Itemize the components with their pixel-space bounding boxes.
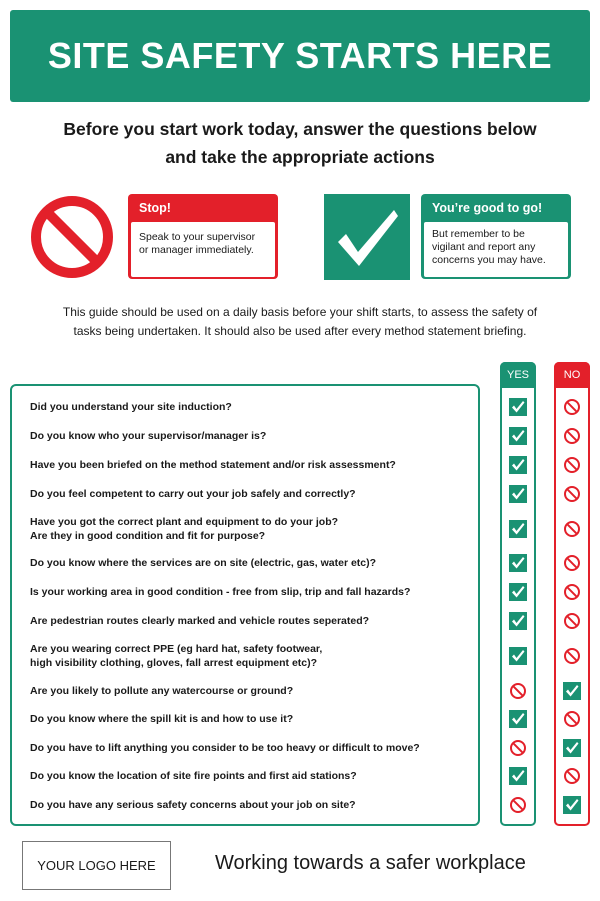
- question-list-box: [10, 384, 480, 826]
- question-row-text: [30, 585, 470, 599]
- prohibition-icon: [563, 767, 581, 785]
- question-line: Did you understand your site induction?: [30, 401, 232, 413]
- question-row-text: [30, 556, 470, 570]
- prohibition-icon: [563, 485, 581, 503]
- question-row-text: [30, 487, 470, 501]
- checkmark-icon: [563, 796, 581, 814]
- prohibition-icon: [563, 520, 581, 538]
- prohibition-icon: [563, 710, 581, 728]
- checkmark-icon: [324, 194, 410, 280]
- question-row-text: [30, 769, 470, 783]
- prohibition-icon: [509, 682, 527, 700]
- checkmark-icon: [563, 739, 581, 757]
- guide-line-2: tasks being undertaken. It should also be used after every method statement briefing.: [73, 324, 527, 338]
- tagline: Working towards a safer workplace: [215, 852, 526, 874]
- question-row-text: [30, 684, 470, 698]
- question-line: Do you know who your supervisor/manager is?: [30, 430, 267, 442]
- good-to-go-line-2: vigilant and report any: [432, 241, 536, 253]
- question-row-text: [30, 614, 470, 628]
- checkmark-icon: [563, 682, 581, 700]
- prohibition-icon: [563, 612, 581, 630]
- yes-column-header: YES: [500, 362, 536, 388]
- checkmark-icon: [509, 554, 527, 572]
- question-line: Are they in good condition and fit for purpose?: [30, 530, 266, 542]
- intro-line-2: and take the appropriate actions: [165, 147, 435, 167]
- prohibition-icon: [563, 427, 581, 445]
- checkmark-icon: [509, 427, 527, 445]
- checkmark-icon: [509, 520, 527, 538]
- prohibition-icon: [563, 554, 581, 572]
- question-row-text: [30, 458, 470, 472]
- checkmark-icon: [509, 583, 527, 601]
- question-line: Are you wearing correct PPE (eg hard hat, safety footwear,: [30, 643, 323, 655]
- stop-card: [128, 194, 278, 279]
- question-line: Do you know where the services are on site (electric, gas, water etc)?: [30, 557, 377, 569]
- stop-card-title: Stop!: [139, 201, 171, 215]
- question-line: Are you likely to pollute any watercourse or ground?: [30, 685, 294, 697]
- intro-text: [20, 115, 580, 171]
- guide-text: [40, 303, 560, 341]
- checkmark-icon: [509, 710, 527, 728]
- question-row-text: [30, 798, 470, 812]
- good-to-go-card-body: [424, 222, 568, 277]
- good-to-go-card: [421, 194, 571, 279]
- question-line: Do you have any serious safety concerns about your job on site?: [30, 799, 356, 811]
- checkmark-icon: [509, 647, 527, 665]
- stop-card-line-2: or manager immediately.: [139, 244, 254, 256]
- guide-line-1: This guide should be used on a daily basis before your shift starts, to assess the safety of: [62, 305, 538, 319]
- question-row-text: [30, 712, 470, 726]
- good-to-go-card-title: You’re good to go!: [432, 201, 543, 215]
- question-line: high visibility clothing, gloves, fall arrest equipment etc)?: [30, 657, 318, 669]
- prohibition-icon: [563, 398, 581, 416]
- checkmark-icon: [509, 767, 527, 785]
- question-line: Do you know the location of site fire points and first aid stations?: [30, 770, 357, 782]
- question-line: Have you been briefed on the method statement and/or risk assessment?: [30, 459, 396, 471]
- good-to-go-line-1: But remember to be: [432, 228, 525, 240]
- no-column-header: NO: [554, 362, 590, 388]
- question-line: Do you have to lift anything you consider to be too heavy or difficult to move?: [30, 742, 420, 754]
- prohibition-icon: [509, 739, 527, 757]
- prohibition-icon: [563, 583, 581, 601]
- question-line: Are pedestrian routes clearly marked and vehicle routes seperated?: [30, 615, 370, 627]
- question-row-text: [30, 741, 470, 755]
- checkmark-icon: [509, 456, 527, 474]
- question-row-text: [30, 400, 470, 414]
- question-row-text: [30, 429, 470, 443]
- prohibition-icon: [563, 456, 581, 474]
- question-line: Do you know where the spill kit is and how to use it?: [30, 713, 294, 725]
- stop-card-line-1: Speak to your supervisor: [139, 231, 256, 243]
- checkmark-icon: [509, 398, 527, 416]
- page-title: SITE SAFETY STARTS HERE: [10, 10, 590, 102]
- good-to-go-line-3: concerns you may have.: [432, 254, 546, 266]
- question-line: Have you got the correct plant and equipment to do your job?: [30, 516, 339, 528]
- intro-line-1: Before you start work today, answer the questions below: [63, 119, 537, 139]
- prohibition-icon: [509, 796, 527, 814]
- prohibition-icon: [563, 647, 581, 665]
- checkmark-icon: [509, 612, 527, 630]
- logo-placeholder: YOUR LOGO HERE: [22, 841, 171, 890]
- prohibition-icon: [30, 195, 114, 279]
- question-line: Is your working area in good condition - free from slip, trip and fall hazards?: [30, 586, 411, 598]
- question-row-text: [30, 515, 470, 543]
- checkmark-icon: [509, 485, 527, 503]
- stop-card-body: [131, 222, 275, 277]
- question-line: Do you feel competent to carry out your job safely and correctly?: [30, 488, 356, 500]
- question-row-text: [30, 642, 470, 670]
